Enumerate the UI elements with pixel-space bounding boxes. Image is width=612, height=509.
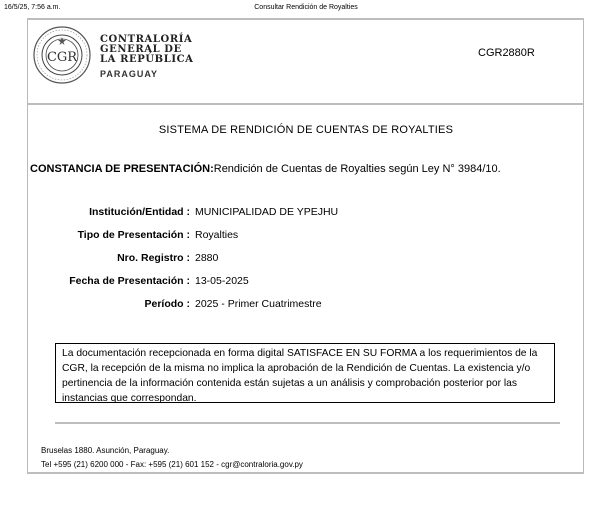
notice-box: La documentación recepcionada en forma digital SATISFACE EN SU FORMA a los requerimientos de la CGR, la recepción de la misma no implica la aprobación de la Rendición de Cuentas. La existencia y/o pertinencia de la información contenida están sujetas a un análisis y comprobación posterior por las instancias que correspondan. [55, 343, 555, 403]
brand-line-2: GENERAL DE [100, 44, 182, 55]
top-rule [27, 18, 584, 20]
brand-line-1: CONTRALORÍA [100, 34, 193, 45]
constancia-label: CONSTANCIA DE PRESENTACIÓN: [30, 163, 214, 175]
constancia-line [30, 163, 501, 175]
brand-name [100, 35, 194, 79]
field-value-tipo: Royalties [195, 229, 239, 241]
field-value-periodo: 2025 - Primer Cuatrimestre [195, 298, 322, 310]
bottom-rule [27, 472, 584, 474]
footer [41, 444, 303, 472]
brand-line-3: LA REPÚBLICA [100, 54, 194, 65]
browser-print-datetime: 16/5/25, 7:56 a.m. [4, 4, 61, 11]
field-value-registro: 2880 [195, 252, 219, 264]
browser-print-title: Consultar Rendición de Royalties [254, 4, 358, 11]
cgr-seal-logo [32, 25, 92, 85]
field-label-fecha: Fecha de Presentación : [69, 275, 190, 287]
field-label-tipo: Tipo de Presentación : [77, 229, 190, 241]
footer-contact: Tel +595 (21) 6200 000 - Fax: +595 (21) 601 152 - cgr@contraloria.gov.py [41, 460, 303, 469]
field-label-registro: Nro. Registro : [117, 252, 190, 264]
document-code: CGR2880R [478, 47, 535, 59]
field-label-institucion: Institución/Entidad : [89, 206, 190, 218]
svg-text:CGR: CGR [46, 50, 78, 65]
field-value-fecha: 13-05-2025 [195, 275, 249, 287]
footer-address: Bruselas 1880. Asunción, Paraguay. [41, 446, 170, 455]
field-label-periodo: Período : [144, 298, 190, 310]
constancia-text: Rendición de Cuentas de Royalties según Ley N° 3984/10. [213, 163, 501, 175]
field-value-institucion: MUNICIPALIDAD DE YPEJHU [195, 206, 339, 218]
header-rule [27, 103, 584, 105]
brand-country: PARAGUAY [100, 69, 159, 79]
notice-bottom-rule [55, 422, 560, 424]
system-title: SISTEMA DE RENDICIÓN DE CUENTAS DE ROYALTIES [158, 124, 454, 136]
